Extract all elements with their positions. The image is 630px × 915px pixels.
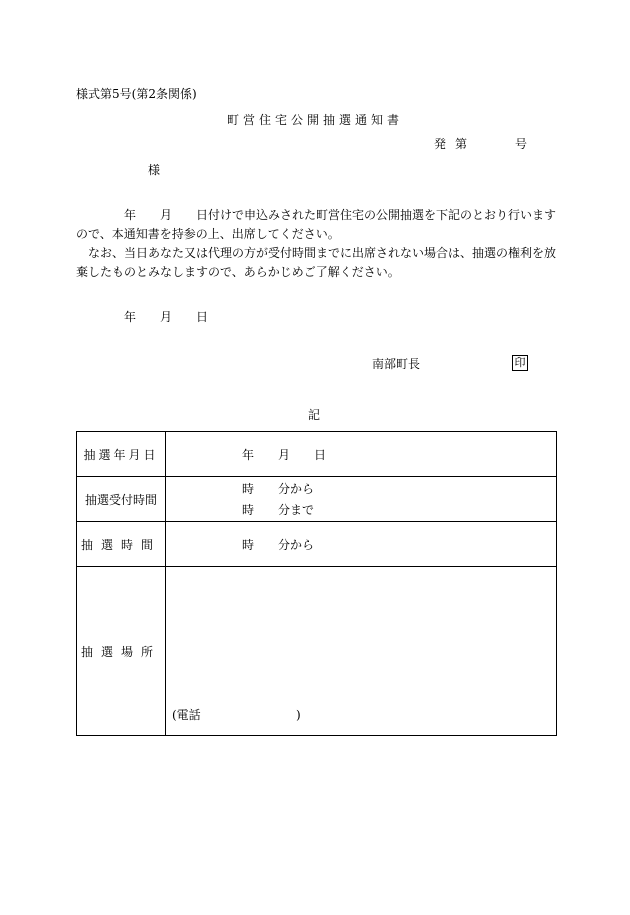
- addressee-suffix: 様: [148, 163, 161, 177]
- reception-min-from: 分から: [278, 482, 315, 496]
- body-line3: なお、当日あなた又は代理の方が受付時間までに出席されない場合は、抽選の権利を放: [88, 246, 557, 260]
- phone-close: ): [296, 708, 301, 722]
- label-place: [77, 567, 166, 736]
- time-hour: 時: [242, 538, 255, 552]
- issue-gou: 号: [515, 137, 528, 151]
- body-line2: ので、本通知書を持参の上、出席してください。: [76, 227, 340, 241]
- body-line1: 日付けで申込みされた町営住宅の公開抽選を下記のとおり行います: [196, 208, 557, 222]
- seal-mark: 印: [512, 355, 528, 371]
- date-month-unit: 月: [278, 448, 291, 462]
- value-place: [166, 567, 557, 736]
- label-date: [77, 432, 166, 477]
- issue-hatsu: 発: [434, 137, 447, 151]
- value-date: [166, 432, 557, 477]
- ki-heading: 記: [308, 408, 321, 422]
- signer: 南部町長: [372, 357, 421, 371]
- table-row-time: [77, 522, 557, 567]
- body-date-year: 年: [124, 208, 137, 222]
- document-title: 町営住宅公開抽選通知書: [227, 113, 404, 127]
- label-time-text: 抽選時間: [80, 537, 161, 552]
- phone-open: (電話: [172, 708, 201, 722]
- date-year: 年: [124, 310, 137, 324]
- value-time: [166, 522, 557, 567]
- value-reception: [166, 477, 557, 522]
- form-number: 様式第5号(第2条関係): [76, 87, 197, 101]
- date-day: 日: [196, 310, 209, 324]
- table-row-place: [77, 567, 557, 736]
- reception-min-to: 分まで: [278, 503, 315, 517]
- details-table: [76, 431, 557, 736]
- label-date-text: 抽選年月日: [83, 447, 159, 462]
- label-place-text: 抽選場所: [80, 644, 161, 659]
- body-date-month: 月: [160, 208, 173, 222]
- body-line4: 棄したものとみなしますので、あらかじめご了解ください。: [76, 265, 400, 279]
- table-row-reception: [77, 477, 557, 522]
- label-reception-text: 抽選受付時間: [84, 492, 157, 507]
- date-day-unit: 日: [314, 448, 327, 462]
- seal-box: [512, 355, 528, 371]
- issue-dai: 第: [455, 137, 468, 151]
- table-row-date: [77, 432, 557, 477]
- reception-hour-to: 時: [242, 503, 255, 517]
- label-time: [77, 522, 166, 567]
- date-month: 月: [160, 310, 173, 324]
- time-min: 分から: [278, 538, 315, 552]
- date-year-unit: 年: [242, 448, 255, 462]
- reception-hour-from: 時: [242, 482, 255, 496]
- label-reception: [77, 477, 166, 522]
